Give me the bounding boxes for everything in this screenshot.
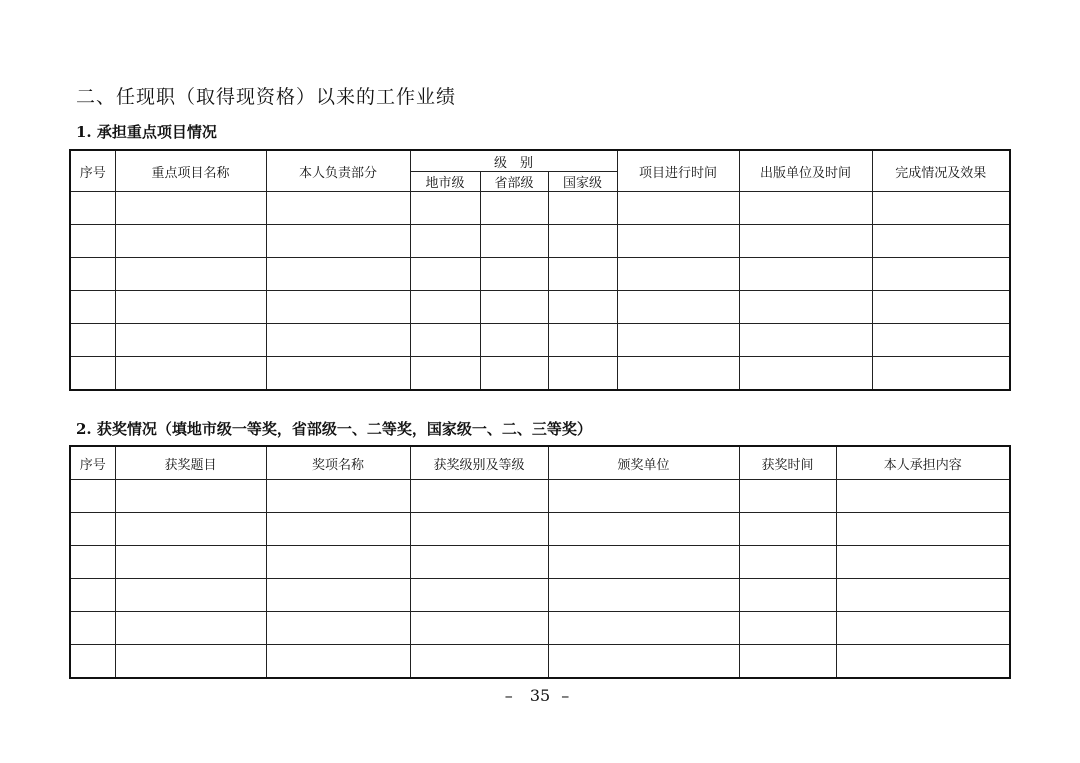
cell[interactable] (548, 513, 739, 546)
header-result: 完成情况及效果 (872, 150, 1010, 192)
cell[interactable] (70, 324, 115, 357)
header-project-name: 重点项目名称 (115, 150, 266, 192)
table-row (70, 258, 1010, 291)
cell[interactable] (617, 324, 739, 357)
cell[interactable] (410, 357, 480, 391)
cell[interactable] (480, 357, 548, 391)
cell[interactable] (480, 225, 548, 258)
cell[interactable] (266, 480, 410, 513)
cell[interactable] (739, 258, 872, 291)
table-row (70, 579, 1010, 612)
cell[interactable] (739, 546, 836, 579)
cell[interactable] (410, 324, 480, 357)
cell[interactable] (548, 192, 617, 225)
table-header-row (70, 150, 1010, 172)
page-number-value: 35 (529, 686, 551, 705)
header-serial: 序号 (70, 446, 115, 480)
cell[interactable] (115, 480, 266, 513)
header-level-province: 省部级 (480, 172, 548, 192)
header-issuer: 颁奖单位 (548, 446, 739, 480)
cell[interactable] (410, 291, 480, 324)
cell[interactable] (836, 546, 1010, 579)
cell[interactable] (70, 579, 115, 612)
cell[interactable] (115, 291, 266, 324)
cell[interactable] (410, 513, 548, 546)
cell[interactable] (410, 645, 548, 679)
cell[interactable] (548, 645, 739, 679)
cell[interactable] (548, 357, 617, 391)
cell[interactable] (739, 225, 872, 258)
header-award-time: 获奖时间 (739, 446, 836, 480)
table-row (70, 513, 1010, 546)
cell[interactable] (617, 291, 739, 324)
cell[interactable] (266, 579, 410, 612)
cell[interactable] (739, 645, 836, 679)
header-award-topic: 获奖题目 (115, 446, 266, 480)
cell[interactable] (410, 612, 548, 645)
cell[interactable] (739, 324, 872, 357)
cell[interactable] (115, 225, 266, 258)
cell[interactable] (115, 192, 266, 225)
cell[interactable] (70, 480, 115, 513)
table-row (70, 645, 1010, 679)
section-title: 二、任现职（取得现资格）以来的工作业绩 (76, 86, 457, 108)
header-serial: 序号 (70, 150, 115, 192)
cell[interactable] (70, 357, 115, 391)
cell[interactable] (70, 513, 115, 546)
cell[interactable] (548, 480, 739, 513)
cell[interactable] (70, 645, 115, 679)
cell[interactable] (836, 480, 1010, 513)
cell[interactable] (836, 579, 1010, 612)
page-number-dash-right: – (550, 686, 576, 705)
cell[interactable] (266, 324, 410, 357)
cell[interactable] (115, 612, 266, 645)
cell[interactable] (115, 357, 266, 391)
cell[interactable] (266, 546, 410, 579)
cell[interactable] (266, 291, 410, 324)
cell[interactable] (739, 480, 836, 513)
table-row (70, 357, 1010, 391)
cell[interactable] (836, 612, 1010, 645)
cell[interactable] (617, 357, 739, 391)
header-own-contribution: 本人承担内容 (836, 446, 1010, 480)
cell[interactable] (872, 192, 1010, 225)
table-row (70, 612, 1010, 645)
cell[interactable] (548, 258, 617, 291)
cell[interactable] (266, 612, 410, 645)
cell[interactable] (739, 513, 836, 546)
cell[interactable] (548, 579, 739, 612)
cell[interactable] (617, 225, 739, 258)
key-projects-table (69, 149, 1011, 391)
cell[interactable] (548, 324, 617, 357)
cell[interactable] (739, 192, 872, 225)
table2-title: 2. 获奖情况（填地市级一等奖，省部级一、二等奖，国家级一、二、三等奖） (76, 420, 592, 438)
cell[interactable] (70, 546, 115, 579)
header-award-level: 获奖级别及等级 (410, 446, 548, 480)
awards-table (69, 445, 1011, 679)
cell[interactable] (70, 258, 115, 291)
cell[interactable] (739, 612, 836, 645)
cell[interactable] (70, 225, 115, 258)
cell[interactable] (410, 258, 480, 291)
cell[interactable] (70, 192, 115, 225)
cell[interactable] (70, 291, 115, 324)
cell[interactable] (266, 645, 410, 679)
cell[interactable] (548, 225, 617, 258)
cell[interactable] (480, 258, 548, 291)
table-row (70, 546, 1010, 579)
cell[interactable] (480, 324, 548, 357)
table-row (70, 192, 1010, 225)
header-level: 级 别 (410, 150, 617, 172)
cell[interactable] (115, 324, 266, 357)
cell[interactable] (115, 546, 266, 579)
cell[interactable] (739, 291, 872, 324)
cell[interactable] (548, 612, 739, 645)
cell[interactable] (266, 225, 410, 258)
header-publisher: 出版单位及时间 (739, 150, 872, 192)
cell[interactable] (872, 258, 1010, 291)
table-row (70, 480, 1010, 513)
header-responsibility: 本人负责部分 (266, 150, 410, 192)
header-level-city: 地市级 (410, 172, 480, 192)
cell[interactable] (266, 258, 410, 291)
cell[interactable] (410, 480, 548, 513)
table1-title: 1. 承担重点项目情况 (76, 123, 217, 141)
page-number (0, 686, 1080, 705)
cell[interactable] (739, 357, 872, 391)
cell[interactable] (410, 546, 548, 579)
cell[interactable] (266, 192, 410, 225)
cell[interactable] (836, 513, 1010, 546)
cell[interactable] (872, 324, 1010, 357)
cell[interactable] (115, 258, 266, 291)
cell[interactable] (410, 192, 480, 225)
cell[interactable] (410, 579, 548, 612)
cell[interactable] (617, 258, 739, 291)
cell[interactable] (115, 579, 266, 612)
cell[interactable] (266, 357, 410, 391)
cell[interactable] (115, 513, 266, 546)
header-level-national: 国家级 (548, 172, 617, 192)
table-header-row (70, 446, 1010, 480)
header-duration: 项目进行时间 (617, 150, 739, 192)
cell[interactable] (836, 645, 1010, 679)
cell[interactable] (739, 579, 836, 612)
cell[interactable] (872, 225, 1010, 258)
cell[interactable] (480, 291, 548, 324)
cell[interactable] (266, 513, 410, 546)
cell[interactable] (480, 192, 548, 225)
cell[interactable] (70, 612, 115, 645)
cell[interactable] (548, 546, 739, 579)
cell[interactable] (115, 645, 266, 679)
table-row (70, 291, 1010, 324)
page-number-dash-left: – (504, 686, 530, 705)
table-row (70, 225, 1010, 258)
cell[interactable] (617, 192, 739, 225)
cell[interactable] (872, 291, 1010, 324)
cell[interactable] (872, 357, 1010, 391)
header-award-name: 奖项名称 (266, 446, 410, 480)
cell[interactable] (410, 225, 480, 258)
cell[interactable] (548, 291, 617, 324)
table-row (70, 324, 1010, 357)
